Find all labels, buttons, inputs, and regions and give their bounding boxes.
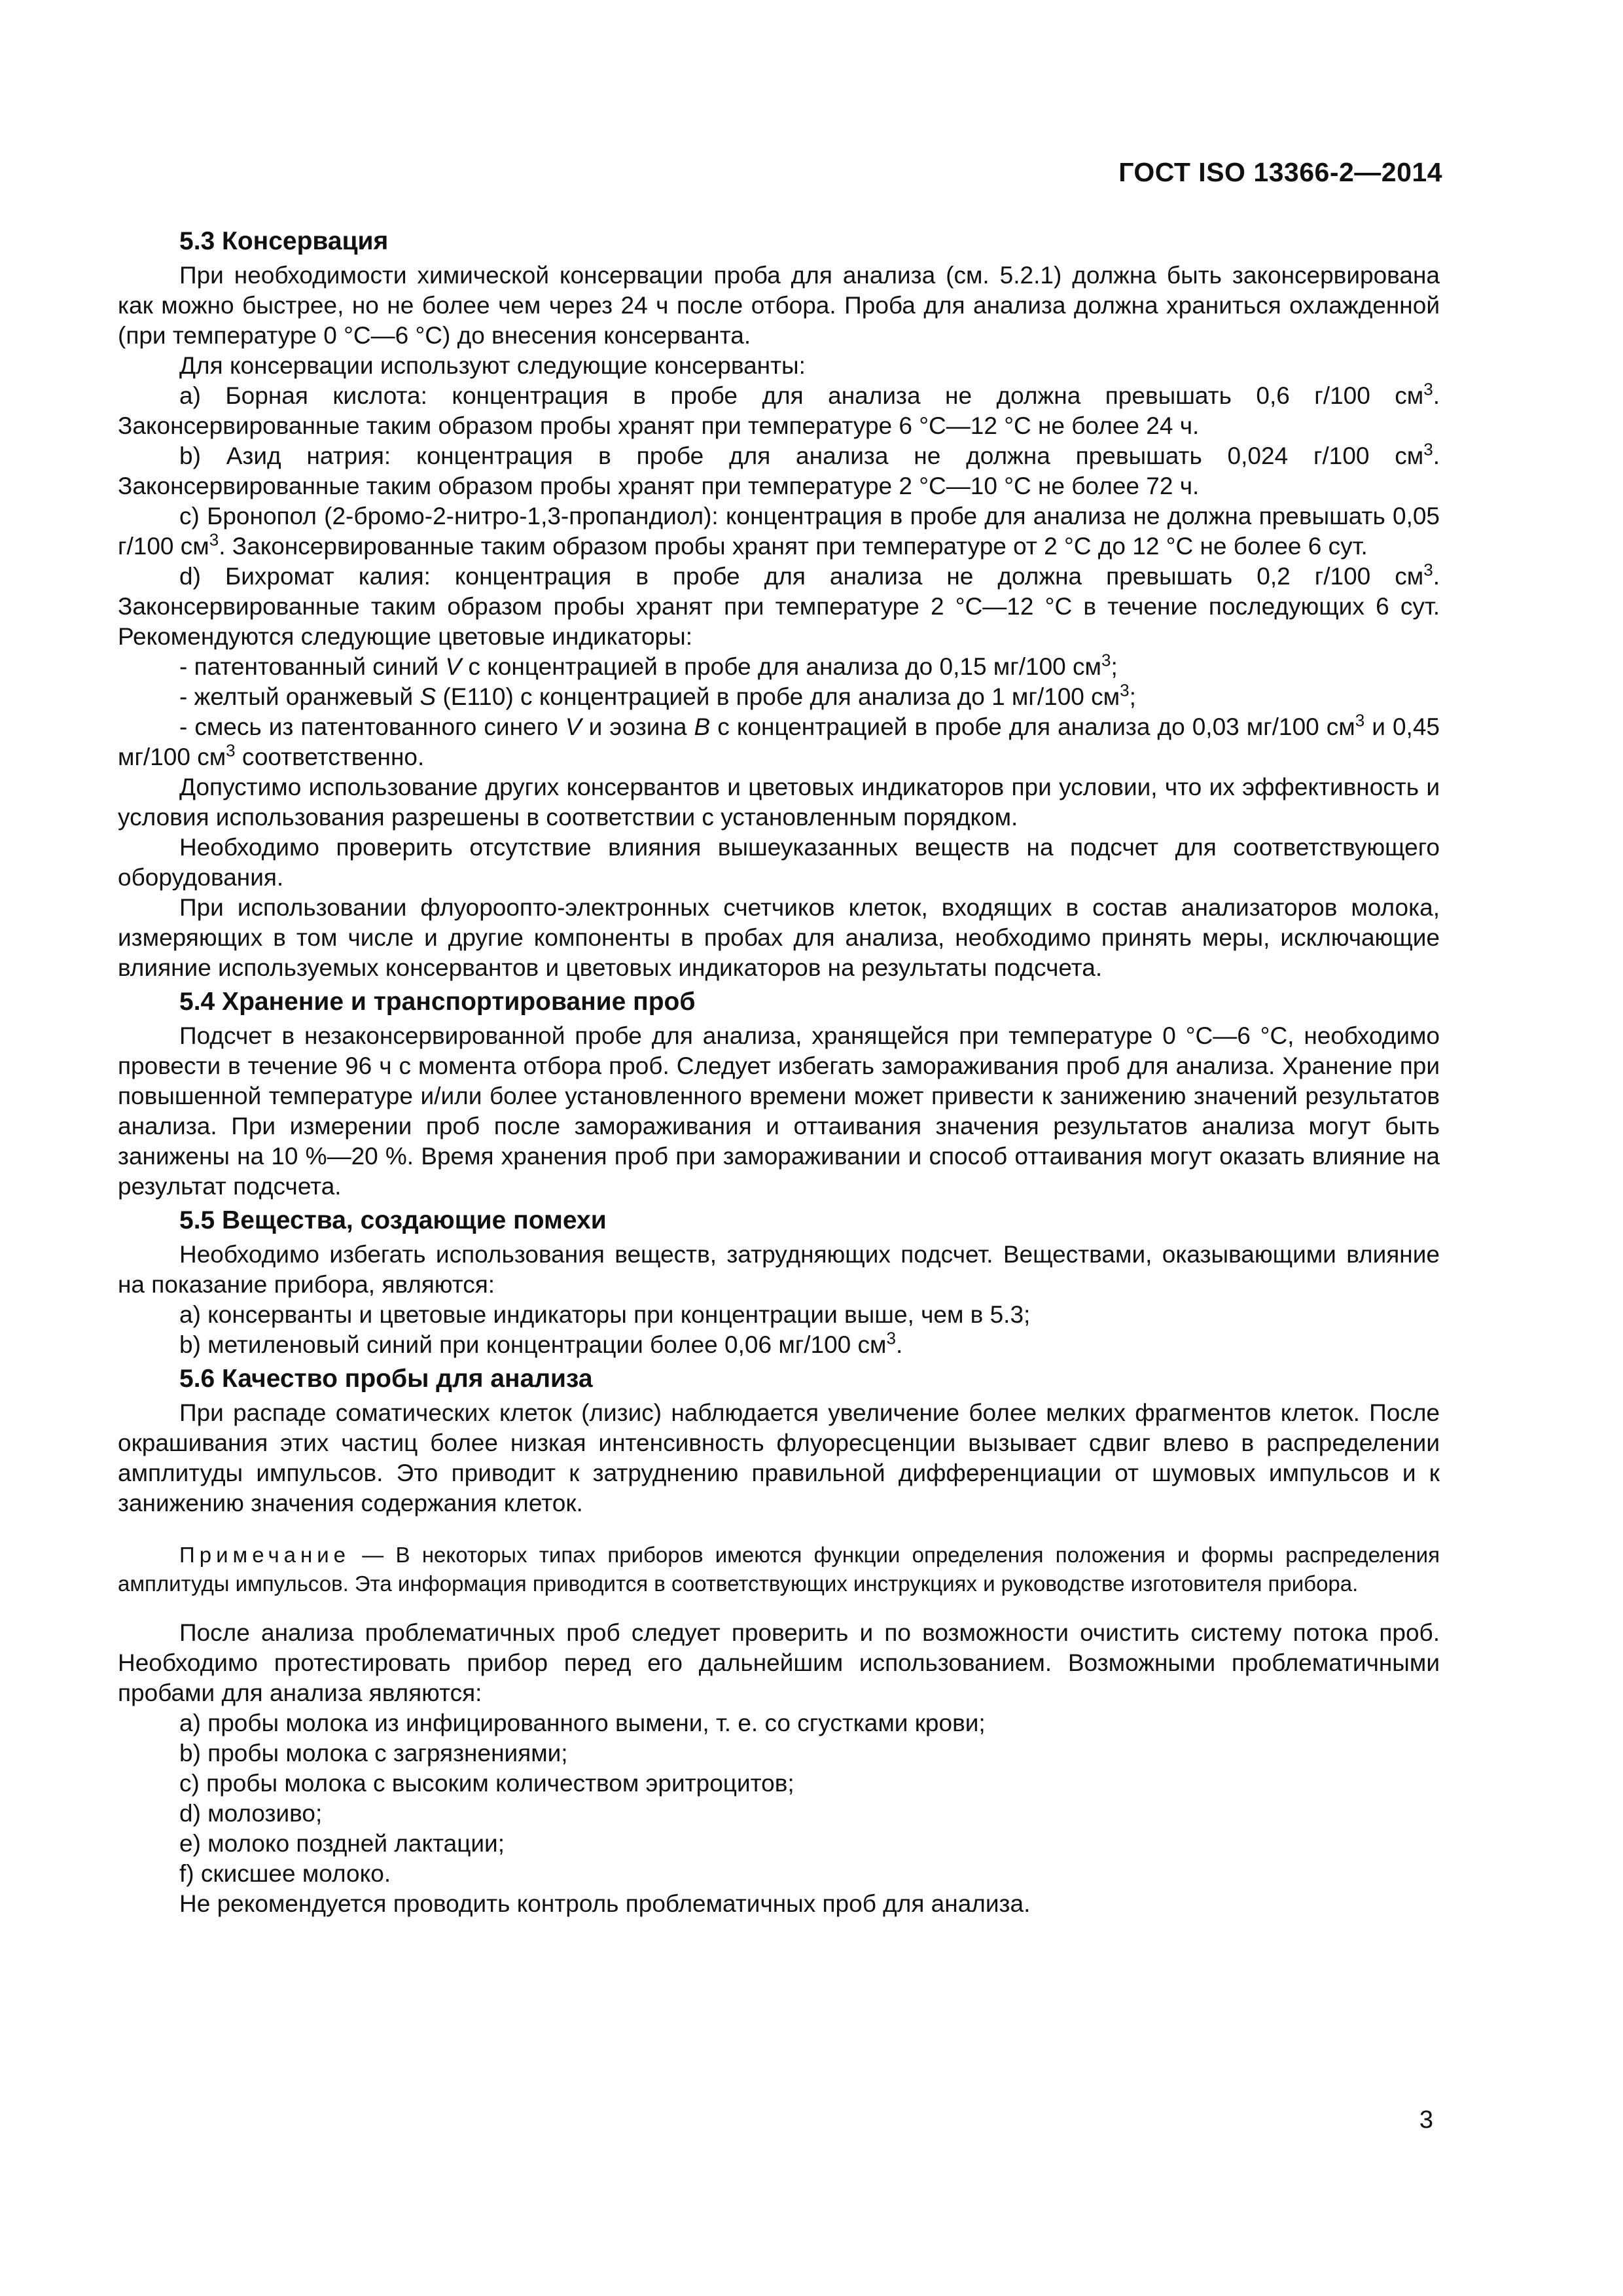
indicator-item: - патентованный синий V с концентрацией в пробе для анализа до 0,15 мг/100 $см^3$; [179, 650, 1118, 680]
note-text: — В некоторых типах приборов имеются функции определения положения и формы распределения амплитуды импульсов. Эта информация приводится в соответствующих инструкциях и руководстве изготовителя прибора. [118, 1543, 1440, 1596]
list-item: b) Азид натрия: концентрация в пробе для анализа не должна превышать 0,024 г/100 $см^3$. Законсервированные таким образом пробы хранят при температуре 2 °С—10 °С не более 72 ч. [118, 439, 1440, 499]
section-title-5-5: 5.5 Вещества, создающие помехи [179, 1206, 607, 1234]
paragraph: При необходимости химической консервации проба для анализа (см. 5.2.1) должна быть законсервирована как можно быстрее, но не более чем через 24 ч после отбора. Проба для анализа должна храниться охлажденной (при температуре 0 °С—6 °С) до внесения консерванта. [118, 262, 1440, 349]
indicator-item: - смесь из патентованного синего V и эозина В с концентрацией в пробе для анализа до 0,03 мг/100 $см^3$ и 0,45 мг/100 $см^3$ соответственно. [118, 710, 1440, 770]
note [118, 1541, 1440, 1598]
page-number: 3 [1419, 2106, 1433, 2134]
list-item: е) молоко поздней лактации; [179, 1830, 505, 1857]
paragraph: Необходимо проверить отсутствие влияния вышеуказанных веществ на подсчет для соответствующего оборудования. [118, 834, 1440, 891]
paragraph: Не рекомендуется проводить контроль проблематичных проб для анализа. [179, 1890, 1031, 1917]
list-item: а) пробы молока из инфицированного вымени, т. е. со сгустками крови; [179, 1710, 986, 1736]
section-title-5-6: 5.6 Качество пробы для анализа [179, 1365, 593, 1393]
paragraph: При распаде соматических клеток (лизис) наблюдается увеличение более мелких фрагментов клеток. После окрашивания этих частиц более низкая интенсивность флуоресценции вызывает сдвиг влево в распределении амплитуды импульсов. Это приводит к затруднению правильной дифференциации от шумовых импульсов и к занижению значения содержания клеток. [118, 1399, 1440, 1516]
paragraph: При использовании флуороопто-электронных счетчиков клеток, входящих в состав анализаторов молока, измеряющих в том числе и другие компоненты в пробах для анализа, необходимо принять меры, исключающие влияние используемых консервантов и цветовых индикаторов на результаты подсчета. [118, 894, 1440, 981]
document-header: ГОСТ ISO 13366-2—2014 [1118, 157, 1442, 187]
paragraph: После анализа проблематичных проб следует проверить и по возможности очистить систему потока проб. Необходимо протестировать прибор перед его дальнейшим использованием. Возможными проблематичными пробами для анализа являются: [118, 1619, 1440, 1706]
list-item: d) молозиво; [179, 1800, 323, 1827]
paragraph: Подсчет в незаконсервированной пробе для анализа, хранящейся при температуре 0 °С—6 °С, необходимо провести в течение 96 ч с момента отбора проб. Следует избегать замораживания проб для анализа. Хранение при повышенной температуре и/или более установленного времени может привести к занижению значений результатов анализа. При измерении проб после замораживания и оттаивания значения результатов анализа могут быть занижены на 10 %—20 %. Время хранения проб при замораживании и способ оттаивания могут оказать влияние на результат подсчета. [118, 1022, 1440, 1200]
list-item: b) пробы молока с загрязнениями; [179, 1740, 568, 1767]
list-item: d) Бихромат калия: концентрация в пробе для анализа не должна превышать 0,2 г/100 $см^3$. Законсервированные таким образом пробы хранят при температуре 2 °С—12 °С в течение последующих 6 сут. Рекомендуются следующие цветовые индикаторы: [118, 560, 1440, 650]
list-item: f) скисшее молоко. [179, 1860, 391, 1887]
indicator-item: - желтый оранжевый S (Е110) с концентрацией в пробе для анализа до 1 мг/100 $см^3$; [179, 680, 1136, 710]
list-item: b) метиленовый синий при концентрации более 0,06 мг/100 $см^3$. [179, 1328, 903, 1358]
paragraph: Для консервации используют следующие консерванты: [179, 352, 806, 379]
section-title-5-3: 5.3 Консервация [179, 227, 389, 255]
document-body [118, 223, 1440, 1919]
list-item: а) консерванты и цветовые индикаторы при концентрации выше, чем в 5.3; [179, 1301, 1031, 1328]
paragraph: Допустимо использование других консервантов и цветовых индикаторов при условии, что их эффективность и условия использования разрешены в соответствии с установленным порядком. [118, 774, 1440, 831]
note-label: Примечание [179, 1543, 351, 1567]
list-item: а) Борная кислота: концентрация в пробе для анализа не должна превышать 0,6 г/100 $см^3$. Законсервированные таким образом пробы хранят при температуре 6 °С—12 °С не более 24 ч. [118, 379, 1440, 439]
list-item: с) пробы молока с высоким количеством эритроцитов; [179, 1770, 794, 1797]
paragraph: Необходимо избегать использования веществ, затрудняющих подсчет. Веществами, оказывающими влияние на показание прибора, являются: [118, 1241, 1440, 1298]
list-item: с) Бронопол (2-бромо-2-нитро-1,3-пропандиол): концентрация в пробе для анализа не должна превышать 0,05 г/100 $см^3$. Законсервированные таким образом пробы хранят при температуре от 2 °С до 12 °С не более 6 сут. [118, 503, 1440, 560]
section-title-5-4: 5.4 Хранение и транспортирование проб [179, 988, 696, 1016]
